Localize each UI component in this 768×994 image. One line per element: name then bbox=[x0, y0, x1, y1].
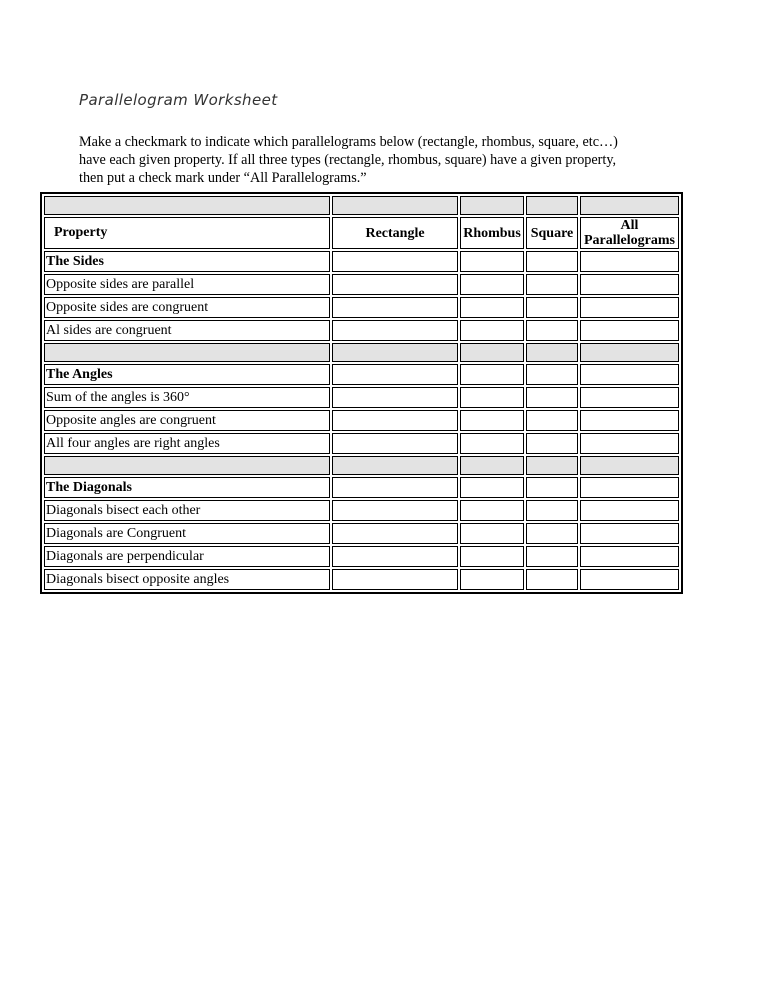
property-label: Opposite sides are parallel bbox=[44, 274, 330, 295]
checkbox-cell-square[interactable] bbox=[526, 500, 578, 521]
checkbox-cell-rectangle[interactable] bbox=[332, 274, 458, 295]
checkbox-cell-square[interactable] bbox=[526, 297, 578, 318]
property-row bbox=[44, 274, 679, 295]
checkbox-cell-rhombus[interactable] bbox=[460, 433, 524, 454]
property-label: Diagonals bisect opposite angles bbox=[44, 569, 330, 590]
section-heading-row bbox=[44, 251, 679, 272]
table-body bbox=[44, 251, 679, 590]
checkbox-cell-square[interactable] bbox=[526, 251, 578, 272]
checkbox-cell-rhombus[interactable] bbox=[460, 569, 524, 590]
checkbox-cell-rectangle[interactable] bbox=[332, 320, 458, 341]
header-rhombus: Rhombus bbox=[460, 217, 524, 249]
band-cell bbox=[526, 456, 578, 475]
section-heading-row bbox=[44, 364, 679, 385]
checkbox-cell-rhombus[interactable] bbox=[460, 320, 524, 341]
checkbox-cell-rectangle[interactable] bbox=[332, 410, 458, 431]
band-cell bbox=[332, 196, 458, 215]
property-row bbox=[44, 500, 679, 521]
property-table bbox=[40, 192, 683, 594]
property-row bbox=[44, 387, 679, 408]
checkbox-cell-all-parallelograms[interactable] bbox=[580, 500, 679, 521]
band-cell bbox=[332, 456, 458, 475]
checkbox-cell-square[interactable] bbox=[526, 523, 578, 544]
checkbox-cell-rhombus[interactable] bbox=[460, 364, 524, 385]
band-cell bbox=[332, 343, 458, 362]
checkbox-cell-square[interactable] bbox=[526, 410, 578, 431]
checkbox-cell-rectangle[interactable] bbox=[332, 477, 458, 498]
checkbox-cell-rhombus[interactable] bbox=[460, 546, 524, 567]
band-cell bbox=[460, 196, 524, 215]
band-cell bbox=[580, 343, 679, 362]
checkbox-cell-square[interactable] bbox=[526, 569, 578, 590]
checkbox-cell-rhombus[interactable] bbox=[460, 523, 524, 544]
band-cell bbox=[44, 196, 330, 215]
instruction-line: then put a check mark under “All Parallelograms.” bbox=[79, 170, 367, 186]
band-cell bbox=[44, 456, 330, 475]
band-cell bbox=[526, 196, 578, 215]
header-all-parallelograms bbox=[580, 217, 679, 249]
property-row bbox=[44, 569, 679, 590]
checkbox-cell-rectangle[interactable] bbox=[332, 433, 458, 454]
checkbox-cell-square[interactable] bbox=[526, 320, 578, 341]
checkbox-cell-all-parallelograms[interactable] bbox=[580, 569, 679, 590]
checkbox-cell-all-parallelograms[interactable] bbox=[580, 433, 679, 454]
worksheet-title: Parallelogram Worksheet bbox=[79, 91, 278, 109]
checkbox-cell-rectangle[interactable] bbox=[332, 297, 458, 318]
checkbox-cell-square[interactable] bbox=[526, 433, 578, 454]
band-cell bbox=[580, 196, 679, 215]
checkbox-cell-rectangle[interactable] bbox=[332, 387, 458, 408]
checkbox-cell-all-parallelograms[interactable] bbox=[580, 387, 679, 408]
shaded-band-row bbox=[44, 456, 679, 475]
checkbox-cell-all-parallelograms[interactable] bbox=[580, 477, 679, 498]
checkbox-cell-all-parallelograms[interactable] bbox=[580, 546, 679, 567]
instruction-line: Make a checkmark to indicate which parallelograms below (rectangle, rhombus, square, etc…) bbox=[79, 134, 618, 150]
header-rectangle: Rectangle bbox=[332, 217, 458, 249]
section-heading-label: The Angles bbox=[44, 364, 330, 385]
header-all-line2: Parallelograms bbox=[584, 233, 675, 248]
property-label: Diagonals are Congruent bbox=[44, 523, 330, 544]
property-row bbox=[44, 546, 679, 567]
instruction-line: have each given property. If all three types (rectangle, rhombus, square) have a given property, bbox=[79, 152, 617, 168]
checkbox-cell-rectangle[interactable] bbox=[332, 546, 458, 567]
checkbox-cell-rectangle[interactable] bbox=[332, 364, 458, 385]
checkbox-cell-rectangle[interactable] bbox=[332, 251, 458, 272]
band-cell bbox=[460, 343, 524, 362]
shaded-band-row bbox=[44, 343, 679, 362]
band-cell bbox=[44, 343, 330, 362]
checkbox-cell-square[interactable] bbox=[526, 546, 578, 567]
property-row bbox=[44, 523, 679, 544]
checkbox-cell-rectangle[interactable] bbox=[332, 500, 458, 521]
checkbox-cell-rhombus[interactable] bbox=[460, 387, 524, 408]
section-heading-label: The Diagonals bbox=[44, 477, 330, 498]
checkbox-cell-all-parallelograms[interactable] bbox=[580, 251, 679, 272]
checkbox-cell-rhombus[interactable] bbox=[460, 297, 524, 318]
checkbox-cell-square[interactable] bbox=[526, 387, 578, 408]
property-label: Diagonals bisect each other bbox=[44, 500, 330, 521]
checkbox-cell-rectangle[interactable] bbox=[332, 569, 458, 590]
checkbox-cell-all-parallelograms[interactable] bbox=[580, 523, 679, 544]
header-all-line1: All bbox=[620, 218, 639, 233]
checkbox-cell-rhombus[interactable] bbox=[460, 274, 524, 295]
property-row bbox=[44, 297, 679, 318]
checkbox-cell-rhombus[interactable] bbox=[460, 500, 524, 521]
property-label: All four angles are right angles bbox=[44, 433, 330, 454]
checkbox-cell-all-parallelograms[interactable] bbox=[580, 320, 679, 341]
band-cell bbox=[526, 343, 578, 362]
band-cell bbox=[580, 456, 679, 475]
property-label: Opposite angles are congruent bbox=[44, 410, 330, 431]
header-square: Square bbox=[526, 217, 578, 249]
checkbox-cell-all-parallelograms[interactable] bbox=[580, 274, 679, 295]
checkbox-cell-square[interactable] bbox=[526, 274, 578, 295]
band-cell bbox=[460, 456, 524, 475]
shaded-band-row bbox=[44, 196, 679, 215]
property-row bbox=[44, 410, 679, 431]
header-row bbox=[44, 217, 679, 249]
checkbox-cell-rhombus[interactable] bbox=[460, 410, 524, 431]
checkbox-cell-all-parallelograms[interactable] bbox=[580, 364, 679, 385]
property-label: Al sides are congruent bbox=[44, 320, 330, 341]
checkbox-cell-square[interactable] bbox=[526, 477, 578, 498]
property-row bbox=[44, 433, 679, 454]
checkbox-cell-square[interactable] bbox=[526, 364, 578, 385]
instructions bbox=[79, 133, 679, 187]
checkbox-cell-rectangle[interactable] bbox=[332, 523, 458, 544]
property-label: Diagonals are perpendicular bbox=[44, 546, 330, 567]
checkbox-cell-all-parallelograms[interactable] bbox=[580, 410, 679, 431]
property-label: Sum of the angles is 360° bbox=[44, 387, 330, 408]
header-property: Property bbox=[44, 217, 330, 249]
property-row bbox=[44, 320, 679, 341]
checkbox-cell-rhombus[interactable] bbox=[460, 477, 524, 498]
section-heading-label: The Sides bbox=[44, 251, 330, 272]
section-heading-row bbox=[44, 477, 679, 498]
property-label: Opposite sides are congruent bbox=[44, 297, 330, 318]
checkbox-cell-rhombus[interactable] bbox=[460, 251, 524, 272]
checkbox-cell-all-parallelograms[interactable] bbox=[580, 297, 679, 318]
